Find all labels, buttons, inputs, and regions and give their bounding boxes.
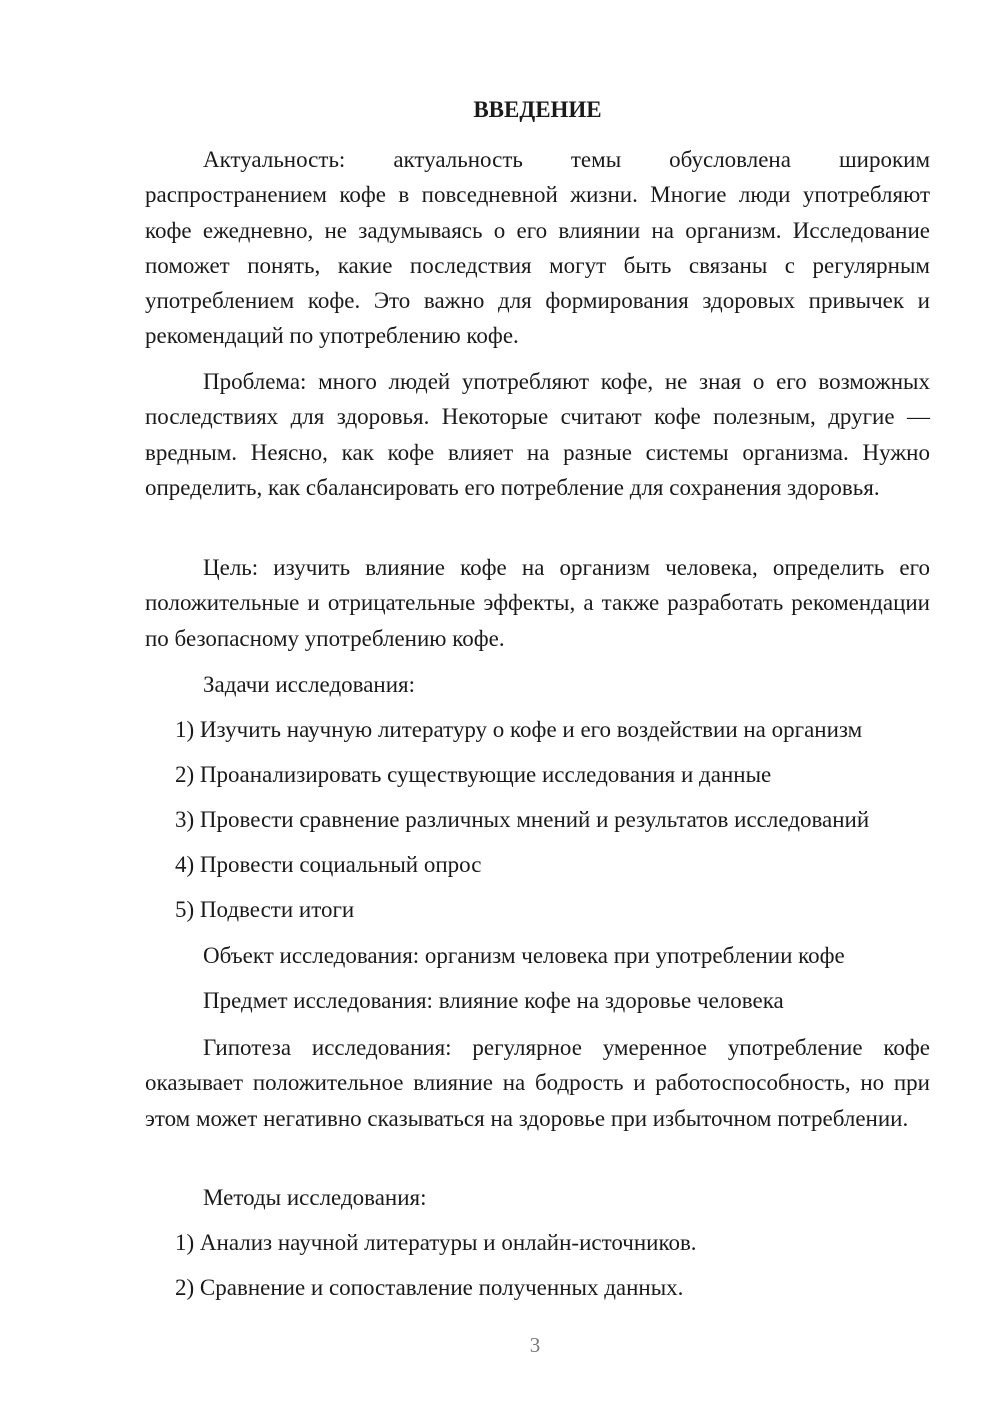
relevance-paragraph: Актуальность: актуальность темы обусловлена широким распространением кофе в повседневной жизни. Многие люди употребляют кофе ежедневно, не задумываясь о его влиянии на организм. Исследование поможет понять, какие последствия могут быть связаны с регулярным употреблением кофе. Это важно для формирования здоровых привычек и рекомендаций по употреблению кофе.: [145, 147, 930, 349]
hypothesis-paragraph: Гипотеза исследования: регулярное умеренное употребление кофе оказывает положительное влияние на бодрость и работоспособность, но при этом может негативно сказываться на здоровье при избыточном потреблении.: [145, 1035, 930, 1131]
task-item: 5) Подвести итоги: [175, 897, 355, 922]
task-item: 3) Провести сравнение различных мнений и результатов исследований: [175, 807, 870, 832]
method-item: 2) Сравнение и сопоставление полученных данных.: [175, 1275, 684, 1300]
tasks-heading: Задачи исследования:: [203, 672, 416, 697]
research-subject: Предмет исследования: влияние кофе на здоровье человека: [203, 988, 784, 1013]
page-number: 3: [529, 1333, 541, 1357]
research-object: Объект исследования: организм человека при употреблении кофе: [203, 943, 845, 968]
goal-paragraph: Цель: изучить влияние кофе на организм человека, определить его положительные и отрицательные эффекты, а также разработать рекомендации по безопасному употреблению кофе.: [145, 555, 930, 651]
problem-paragraph: Проблема: много людей употребляют кофе, не зная о его возможных последствиях для здоровья. Некоторые считают кофе полезным, другие — вредным. Неясно, как кофе влияет на разные системы организма. Нужно определить, как сбалансировать его потребление для сохранения здоровья.: [145, 369, 930, 500]
section-title: ВВЕДЕНИЕ: [473, 97, 602, 122]
task-item: 4) Провести социальный опрос: [175, 852, 482, 877]
methods-heading: Методы исследования:: [203, 1185, 427, 1210]
task-item: 2) Проанализировать существующие исследования и данные: [175, 762, 772, 787]
method-item: 1) Анализ научной литературы и онлайн-источников.: [175, 1230, 697, 1255]
task-item: 1) Изучить научную литературу о кофе и его воздействии на организм: [175, 717, 863, 742]
